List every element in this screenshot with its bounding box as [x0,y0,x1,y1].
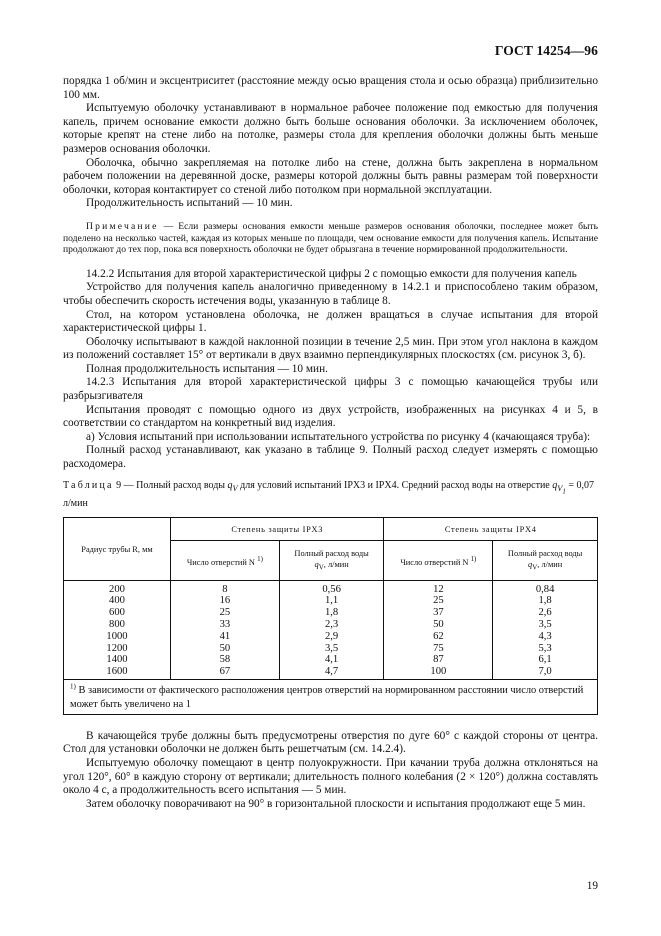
cell-flow-ipx3: 2,9 [279,631,384,643]
col-header-radius: Радиус трубы R, мм [64,518,171,581]
cell-holes-ipx4: 75 [384,643,493,655]
paragraph: Затем оболочку поворачивают на 90° в горизонтальной плоскости и испытания продолжают еще 5 мин. [86,797,586,810]
col-header-flow-sub: V [532,563,538,572]
table-caption [63,480,598,510]
cell-radius: 600 [64,608,171,620]
paragraph: В качающейся трубе должны быть предусмотрены отверстия по дуге 60° с каждой стороны от центра. Стол для установки оболочки не должен быть решетчатым (см. 14.2.4). [63,729,598,756]
table-row [64,631,598,643]
table-row [64,596,598,608]
paragraph: Испытуемую оболочку устанавливают в нормальное рабочее положение под емкостью для получения капель, причем основание емкости должно быть больше основания оболочки. За исключением оболочек, которые крепят на стене либо на потолке, размеры стола для крепления оболочки должны быть меньше размеров основания оболочки. [63,102,598,155]
caption-qv-symbol: q [227,479,233,491]
col-header-flow-text: Полный расход воды [507,548,583,558]
paragraph: Полная продолжительность испытания — 10 мин. [86,362,328,375]
cell-holes-ipx3: 50 [171,643,280,655]
cell-flow-ipx3: 0,56 [279,581,384,596]
table-row [64,608,598,620]
caption-text: = 0,07 л/мин [63,479,594,509]
footnote-text: В зависимости от фактического расположения центров отверстий на нормированном расстоянии число отверстий может быть увеличено на 1 [70,685,584,710]
cell-flow-ipx4: 6,1 [493,655,598,667]
cell-radius: 1200 [64,643,171,655]
cell-flow-ipx4: 0,84 [493,581,598,596]
cell-holes-ipx4: 50 [384,619,493,631]
caption-q1 [552,479,566,496]
cell-holes-ipx4: 87 [384,655,493,667]
standard-header: ГОСТ 14254—96 [494,43,598,58]
cell-flow-ipx4: 3,5 [493,619,598,631]
table-row [64,667,598,680]
cell-flow-ipx4: 5,3 [493,643,598,655]
footnote-ref: 1) [470,554,477,563]
note-label: Примечание [86,220,159,232]
table-row [64,581,598,596]
cell-radius: 1400 [64,655,171,667]
cell-flow-ipx3: 2,3 [279,619,384,631]
cell-holes-ipx3: 8 [171,581,280,596]
col-header-flow-unit: , л/мин [323,559,349,569]
cell-holes-ipx4: 12 [384,581,493,596]
caption-text: — Полный расход воды [121,479,228,491]
table-footnote [64,680,598,714]
cell-flow-ipx4: 2,6 [493,608,598,620]
table-row [64,643,598,655]
paragraph: Полный расход устанавливают, как указано в таблице 9. Полный расход следует измерять с помощью расходомера. [63,444,598,471]
footnote-mark: 1) [70,683,76,691]
paragraph: Продолжительность испытаний — 10 мин. [86,197,293,210]
caption-text: для условий испытаний IPX3 и IPX4. Средний расход воды на отверстие [237,479,553,491]
footnote-ref: 1) [257,554,263,563]
cell-flow-ipx4: 4,3 [493,631,598,643]
paragraph: а) Условия испытаний при использовании испытательного устройства по рисунку 4 (качающаяся труба): [86,430,591,443]
cell-flow-ipx3: 4,7 [279,667,384,680]
cell-holes-ipx3: 25 [171,608,280,620]
table-row [64,655,598,667]
note-text: — Если размеры основания емкости меньше размеров основания оболочки, последнее может быть поделено на несколько частей, каждая из которых меньше по площади, чем основание емкости для получения капель. Испытание продолжают до тех пор, пока вся поверхность оболочки не будет обрызгана в течение нормированной продолжительности. [63,220,598,256]
paragraph: Испытуемую оболочку помещают в центр полуокружности. При качании труба должна отклоняться на угол 120°, 60° в каждую сторону от вертикали; длительность полного колебания (2 × 120°) должна составлять около 4 с, а продолжительность всего испытания — 5 мин. [63,757,598,797]
cell-flow-ipx4: 7,0 [493,667,598,680]
col-header-holes-ipx4 [384,541,493,581]
cell-flow-ipx4: 1,8 [493,596,598,608]
cell-holes-ipx3: 58 [171,655,280,667]
cell-holes-ipx4: 25 [384,596,493,608]
paragraph: Испытания проводят с помощью одного из двух устройств, изображенных на рисунках 4 и 5, в соответствии со стандартом на конкретный вид изделия. [63,403,598,430]
col-header-flow-unit: , л/мин [537,559,563,569]
col-header-holes-text: Число отверстий N [400,557,469,567]
page-body [63,75,598,811]
group-header-ipx3: Степень защиты IPX3 [171,518,384,541]
paragraph: Оболочка, обычно закрепляемая на потолке либо на стене, должна быть закреплена в нормальном рабочем положении на деревянной доске, размеры которой должны быть равны размерам той поверхности оболочки, которая контактирует со стеной либо потолком при нормальной эксплуатации. [63,156,598,196]
section-heading-14-2-3: 14.2.3 Испытания для второй характеристической цифры 3 с помощью качающейся трубы или разбрызгивателя [63,376,598,403]
cell-radius: 800 [64,619,171,631]
caption-q1-subsubscript: 1 [562,487,566,496]
group-header-ipx4: Степень защиты IPX4 [384,518,598,541]
col-header-flow-q: q [528,559,533,569]
cell-holes-ipx4: 37 [384,608,493,620]
paragraph: Стол, на котором установлена оболочка, не должен вращаться в случае испытания для второй характеристической цифры 1. [63,308,598,335]
page-number: 19 [586,880,598,892]
cell-radius: 1000 [64,631,171,643]
cell-holes-ipx3: 33 [171,619,280,631]
cell-radius: 1600 [64,667,171,680]
col-header-flow-text: Полный расход воды [294,548,369,558]
caption-q1-symbol: q [552,479,558,491]
col-header-flow-sub: V [318,563,324,572]
cell-flow-ipx3: 4,1 [279,655,384,667]
note-paragraph [63,221,598,256]
caption-q1-subscript: V [557,483,563,493]
cell-flow-ipx3: 1,8 [279,608,384,620]
paragraph: порядка 1 об/мин и эксцентриситет (расстояние между осью вращения стола и осью образца) приблизительно 100 мм. [63,75,598,101]
col-header-flow-ipx4 [493,541,598,581]
cell-holes-ipx3: 16 [171,596,280,608]
caption-qv-subscript: V [232,483,238,493]
cell-holes-ipx4: 62 [384,631,493,643]
caption-qv [228,480,238,491]
section-heading-14-2-2: 14.2.2 Испытания для второй характеристической цифры 2 с помощью емкости для получения капель [86,267,577,280]
cell-flow-ipx3: 3,5 [279,643,384,655]
col-header-holes-ipx3 [171,541,280,581]
paragraph: Оболочку испытывают в каждой наклонной позиции в течение 2,5 мин. При этом угол наклона в каждом из положений составляет 15° от вертикали в двух взаимно перпендикулярных плоскостях (см. рисунок 3, б). [63,335,598,362]
table-row [64,619,598,631]
cell-radius: 200 [64,581,171,596]
caption-label: Таблица [63,479,114,491]
cell-holes-ipx3: 67 [171,667,280,680]
table-body [64,581,598,680]
table-9 [63,517,598,715]
caption-number: 9 [116,479,122,491]
cell-radius: 400 [64,596,171,608]
cell-holes-ipx4: 100 [384,667,493,680]
cell-holes-ipx3: 41 [171,631,280,643]
col-header-holes-text: Число отверстий N [186,557,255,567]
col-header-flow-q: q [314,559,319,569]
cell-flow-ipx3: 1,1 [279,596,384,608]
paragraph: Устройство для получения капель аналогично приведенному в 14.2.1 и приспособлено таким образом, чтобы обеспечить скорость истечения воды, указанную в таблице 8. [63,281,598,307]
col-header-flow-ipx3 [279,541,384,581]
